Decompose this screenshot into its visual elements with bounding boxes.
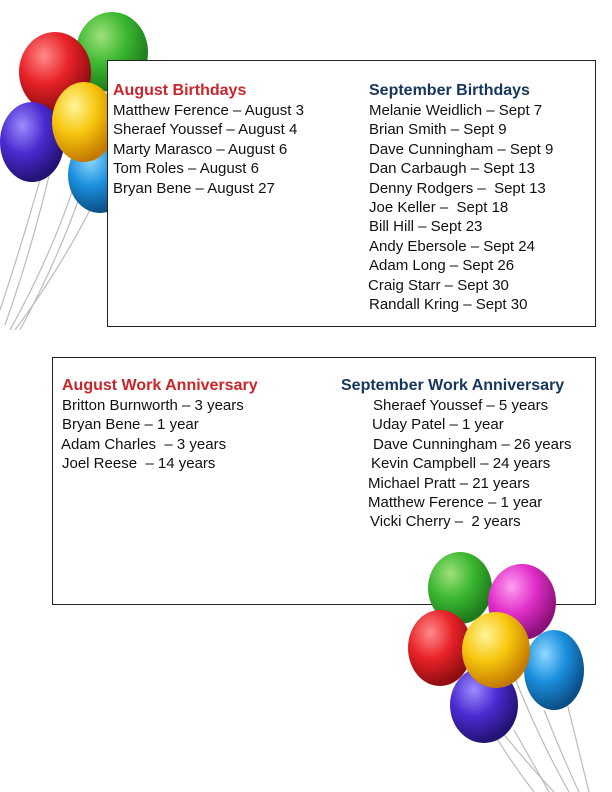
list-item: Dave Cunningham – 26 years: [373, 435, 572, 453]
list-item: Dan Carbaugh – Sept 13: [369, 160, 535, 178]
september-anniversary-column: [341, 376, 571, 532]
list-item: Bryan Bene – 1 year: [62, 416, 199, 434]
august-anniversary-title: August Work Anniversary: [62, 377, 258, 394]
list-item: Tom Roles – August 6: [113, 160, 259, 178]
list-item: Adam Charles – 3 years: [61, 435, 227, 453]
list-item: Kevin Campbell – 24 years: [371, 455, 551, 473]
list-item: Adam Long – Sept 26: [369, 257, 515, 275]
list-item: Marty Marasco – August 6: [113, 140, 288, 158]
list-item: Randall Kring – Sept 30: [369, 296, 528, 314]
list-item: Sheraef Youssef – 5 years: [373, 397, 549, 414]
balloons-bottom-right-icon: [404, 550, 604, 792]
list-item: Britton Burnworth – 3 years: [62, 397, 244, 414]
list-item: Joel Reese – 14 years: [62, 455, 216, 473]
list-item: Joe Keller – Sept 18: [369, 199, 509, 217]
list-item: Matthew Ference – 1 year: [368, 494, 543, 512]
september-birthdays-title: September Birthdays: [369, 82, 530, 99]
list-item: Andy Ebersole – Sept 24: [369, 237, 535, 255]
september-birthdays-column: [369, 81, 553, 314]
list-item: Bill Hill – Sept 23: [369, 218, 483, 236]
birthdays-box: [107, 60, 596, 327]
list-item: Vicki Cherry – 2 years: [370, 513, 521, 531]
list-item: Melanie Weidlich – Sept 7: [369, 102, 543, 119]
september-anniversary-title: September Work Anniversary: [341, 377, 565, 394]
list-item: Brian Smith – Sept 9: [369, 121, 507, 139]
august-birthdays-column: [113, 81, 304, 198]
august-anniversary-column: [62, 376, 258, 474]
list-item: Sheraef Youssef – August 4: [113, 121, 298, 139]
list-item: Craig Starr – Sept 30: [368, 276, 509, 294]
list-item: Denny Rodgers – Sept 13: [369, 179, 546, 197]
list-item: Matthew Ference – August 3: [113, 102, 304, 119]
list-item: Uday Patel – 1 year: [372, 416, 504, 434]
list-item: Michael Pratt – 21 years: [368, 474, 530, 492]
list-item: Bryan Bene – August 27: [113, 179, 275, 197]
list-item: Dave Cunningham – Sept 9: [369, 140, 554, 158]
august-birthdays-title: August Birthdays: [113, 82, 247, 99]
